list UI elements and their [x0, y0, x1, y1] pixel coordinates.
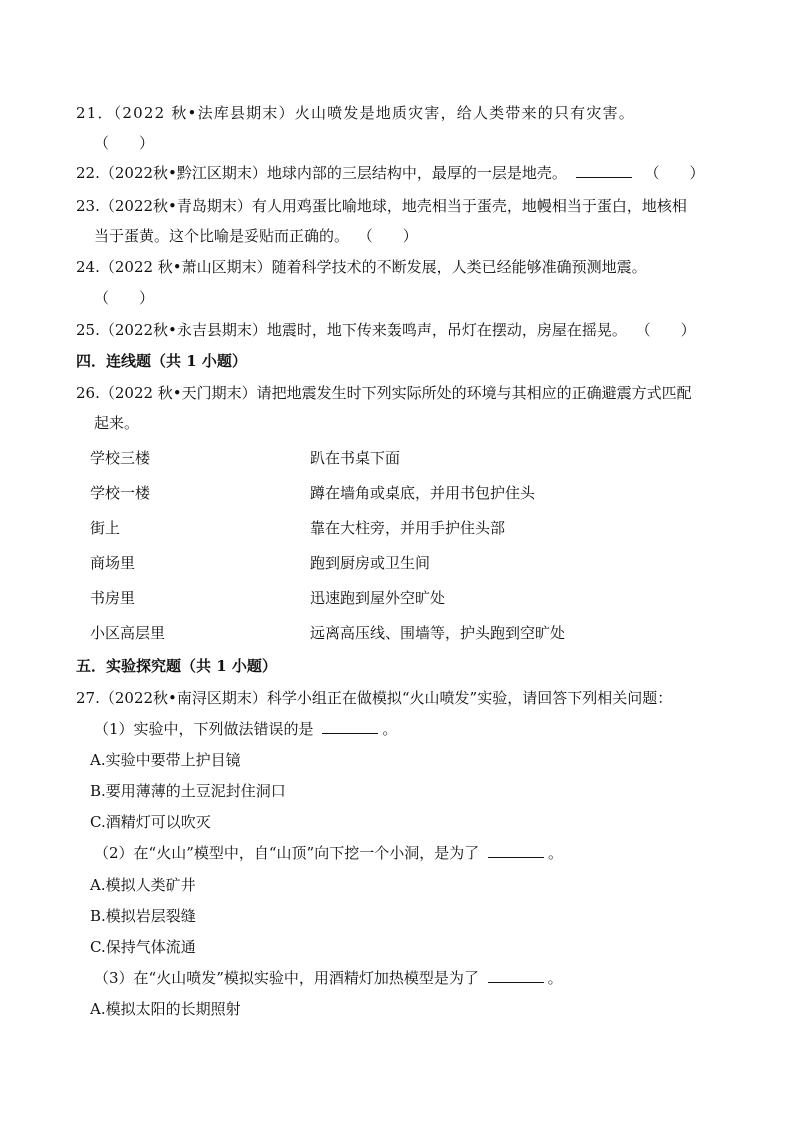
match-left-item[interactable]: 街上: [90, 519, 121, 537]
answer-parentheses: （ ）: [94, 289, 155, 307]
question-23-text-cont: 当于蛋黄。这个比喻是妥贴而正确的。: [94, 227, 350, 245]
answer-blank[interactable]: [488, 968, 544, 983]
question-24: [76, 256, 647, 278]
part-1-text: （1）实验中，下列做法错误的是: [94, 720, 314, 738]
match-right-item[interactable]: 蹲在墙角或桌底，并用书包护住头: [310, 484, 536, 502]
question-25-text: 25.（2022秋•永吉县期末）地震时，地下传来轰鸣声，吊灯在摆动，房屋在摇晃。: [76, 321, 627, 339]
question-21-answer: [94, 132, 154, 154]
question-22: [76, 162, 704, 184]
match-right-item[interactable]: 趴在书桌下面: [310, 449, 401, 467]
question-27-part-2: [94, 842, 563, 864]
question-26-line2: [94, 412, 139, 434]
answer-blank[interactable]: [576, 163, 632, 178]
part-2-text: （2）在“火山”模型中，自“山顶”向下挖一个小洞，是为了: [94, 844, 480, 862]
option-a[interactable]: A.模拟太阳的长期照射: [90, 1000, 241, 1018]
match-left-item[interactable]: 商场里: [90, 554, 136, 572]
option-b[interactable]: B.要用薄薄的土豆泥封住洞口: [90, 782, 286, 800]
question-21-text: 21．（2022 秋•法库县期末）火山喷发是地质灾害，给人类带来的只有灾害。: [76, 104, 635, 122]
question-25: [76, 319, 696, 341]
part-1-end: 。: [382, 720, 398, 738]
question-27-text: 27.（2022秋•南浔区期末）科学小组正在做模拟“火山喷发”实验，请回答下列相关问题：: [76, 689, 673, 707]
answer-parentheses: （ ）: [357, 227, 418, 245]
question-23-line1: [76, 195, 687, 217]
match-right-item[interactable]: 远离高压线、围墙等，护头跑到空旷处: [310, 624, 566, 642]
match-right-item[interactable]: 靠在大柱旁，并用手护住头部: [310, 519, 506, 537]
question-26-text-cont: 起来。: [94, 414, 140, 432]
option-b[interactable]: B.模拟岩层裂缝: [90, 907, 196, 925]
question-27-part-1: [94, 718, 397, 740]
answer-parentheses: （ ）: [94, 134, 155, 152]
part-3-end: 。: [547, 969, 563, 987]
answer-parentheses: （ ）: [644, 164, 705, 182]
part-3-text: （3）在“火山喷发”模拟实验中，用酒精灯加热模型是为了: [94, 969, 479, 987]
option-c[interactable]: C.酒精灯可以吹灭: [90, 813, 211, 831]
question-22-text: 22.（2022秋•黔江区期末）地球内部的三层结构中，最厚的一层是地壳。: [76, 164, 567, 182]
match-left-item[interactable]: 小区高层里: [90, 624, 166, 642]
section-4-title: 四．连线题（共 1 小题）: [76, 352, 247, 370]
match-right-item[interactable]: 迅速跑到屋外空旷处: [310, 589, 446, 607]
question-27-part-3: [94, 967, 563, 989]
question-21: [76, 102, 635, 124]
question-23-text: 23.（2022秋•青岛期末）有人用鸡蛋比喻地球，地壳相当于蛋壳，地幔相当于蛋白，地核相: [76, 197, 687, 215]
option-a[interactable]: A.实验中要带上护目镜: [90, 751, 241, 769]
option-c[interactable]: C.保持气体流通: [90, 938, 196, 956]
match-right-item[interactable]: 跑到厨房或卫生间: [310, 554, 431, 572]
question-23-line2: [94, 225, 418, 247]
question-24-text: 24.（2022 秋•萧山区期末）随着科学技术的不断发展，人类已经能够准确预测地震。: [76, 258, 647, 276]
option-a[interactable]: A.模拟人类矿井: [90, 876, 196, 894]
answer-parentheses: （ ）: [635, 321, 696, 339]
match-left-item[interactable]: 学校三楼: [90, 449, 151, 467]
match-left-item[interactable]: 学校一楼: [90, 484, 151, 502]
match-left-item[interactable]: 书房里: [90, 589, 136, 607]
answer-blank[interactable]: [322, 719, 378, 734]
part-2-end: 。: [548, 844, 564, 862]
question-27-intro: [76, 687, 672, 709]
section-5-title: 五．实验探究题（共 1 小题）: [76, 657, 277, 675]
question-26-line1: [76, 382, 692, 404]
answer-blank[interactable]: [488, 843, 544, 858]
question-24-answer: [94, 287, 154, 309]
question-26-text: 26.（2022 秋•天门期末）请把地震发生时下列实际所处的环境与其相应的正确避震方式匹配: [76, 384, 692, 402]
